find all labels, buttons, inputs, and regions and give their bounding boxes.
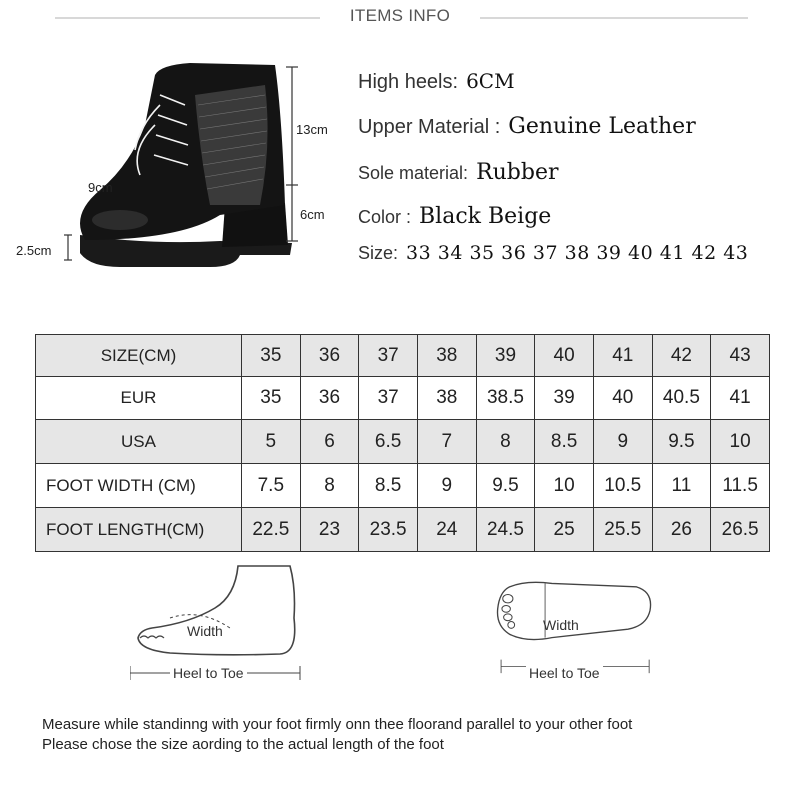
- row-label: USA: [36, 420, 242, 464]
- spec-upper-material: [358, 114, 696, 139]
- table-cell: 9.5: [476, 464, 535, 508]
- spec-key: Size:: [358, 243, 399, 263]
- table-cell: 42: [652, 335, 711, 377]
- table-cell: 37: [359, 335, 418, 377]
- table-cell: 8: [300, 464, 359, 508]
- table-cell: 43: [711, 335, 770, 377]
- table-cell: 26: [652, 508, 711, 552]
- row-label: FOOT WIDTH (CM): [36, 464, 242, 508]
- table-cell: 40.5: [652, 377, 711, 420]
- table-cell: 35: [242, 377, 301, 420]
- table-cell: 24.5: [476, 508, 535, 552]
- table-cell: 7: [417, 420, 476, 464]
- spec-key: Sole material:: [358, 163, 469, 183]
- table-cell: 36: [300, 377, 359, 420]
- table-row: [36, 508, 770, 552]
- table-cell: 8: [476, 420, 535, 464]
- spec-key: Color :: [358, 207, 412, 227]
- table-row: [36, 335, 770, 377]
- table-row: [36, 377, 770, 420]
- foot-top-length-label: Heel to Toe: [526, 665, 603, 681]
- table-cell: 25.5: [593, 508, 652, 552]
- table-cell: 35: [242, 335, 301, 377]
- table-cell: 10: [711, 420, 770, 464]
- foot-side-length-label: Heel to Toe: [170, 665, 247, 681]
- spec-size: [358, 242, 748, 265]
- table-cell: 22.5: [242, 508, 301, 552]
- spec-value: Genuine Leather: [508, 114, 696, 139]
- boot-height-label: 13cm: [296, 122, 328, 137]
- table-cell: 37: [359, 377, 418, 420]
- table-cell: 5: [242, 420, 301, 464]
- table-row: [36, 420, 770, 464]
- spec-value: Rubber: [476, 160, 559, 185]
- items-info-title: ITEMS INFO: [349, 6, 451, 25]
- spec-color: [358, 204, 551, 229]
- table-cell: 41: [711, 377, 770, 420]
- table-cell: 26.5: [711, 508, 770, 552]
- spec-key: High heels:: [358, 71, 459, 93]
- header-rule-right: [480, 17, 748, 19]
- spec-sole-material: [358, 160, 559, 185]
- table-cell: 23.5: [359, 508, 418, 552]
- spec-value: 6CM: [466, 69, 515, 93]
- table-cell: 8.5: [535, 420, 594, 464]
- table-cell: 38: [417, 377, 476, 420]
- foot-top-width-label: Width: [543, 617, 579, 633]
- table-cell: 36: [300, 335, 359, 377]
- spec-heel-height: [358, 69, 515, 94]
- table-cell: 39: [535, 377, 594, 420]
- spec-value: 33 34 35 36 37 38 39 40 41 42 43: [406, 242, 749, 264]
- table-cell: 40: [593, 377, 652, 420]
- table-cell: 23: [300, 508, 359, 552]
- spec-value: Black Beige: [419, 204, 552, 229]
- table-cell: 24: [417, 508, 476, 552]
- row-label: SIZE(CM): [36, 335, 242, 377]
- boot-illustration: [60, 55, 320, 285]
- table-cell: 10: [535, 464, 594, 508]
- measure-instruction: Measure while standinng with your foot firmly onn thee floorand parallel to your other foot: [42, 716, 633, 733]
- boot-platform-label: 2.5cm: [16, 243, 52, 258]
- table-cell: 6.5: [359, 420, 418, 464]
- table-cell: 7.5: [242, 464, 301, 508]
- boot-width-label: 9cm: [88, 180, 113, 195]
- table-cell: 6: [300, 420, 359, 464]
- table-cell: 38.5: [476, 377, 535, 420]
- table-row: [36, 464, 770, 508]
- boot-heel-label: 6cm: [300, 207, 325, 222]
- spec-key: Upper Material :: [358, 116, 501, 138]
- row-label: EUR: [36, 377, 242, 420]
- table-cell: 40: [535, 335, 594, 377]
- size-instruction: Please chose the size aording to the actual length of the foot: [42, 736, 444, 753]
- table-cell: 10.5: [593, 464, 652, 508]
- table-cell: 9: [417, 464, 476, 508]
- table-cell: 25: [535, 508, 594, 552]
- size-chart-table: [35, 334, 770, 552]
- row-label: FOOT LENGTH(CM): [36, 508, 242, 552]
- table-cell: 39: [476, 335, 535, 377]
- table-cell: 9: [593, 420, 652, 464]
- table-cell: 8.5: [359, 464, 418, 508]
- table-cell: 9.5: [652, 420, 711, 464]
- table-cell: 41: [593, 335, 652, 377]
- table-cell: 11.5: [711, 464, 770, 508]
- header-rule-left: [55, 17, 320, 19]
- table-cell: 11: [652, 464, 711, 508]
- table-cell: 38: [417, 335, 476, 377]
- foot-side-width-label: Width: [187, 623, 223, 639]
